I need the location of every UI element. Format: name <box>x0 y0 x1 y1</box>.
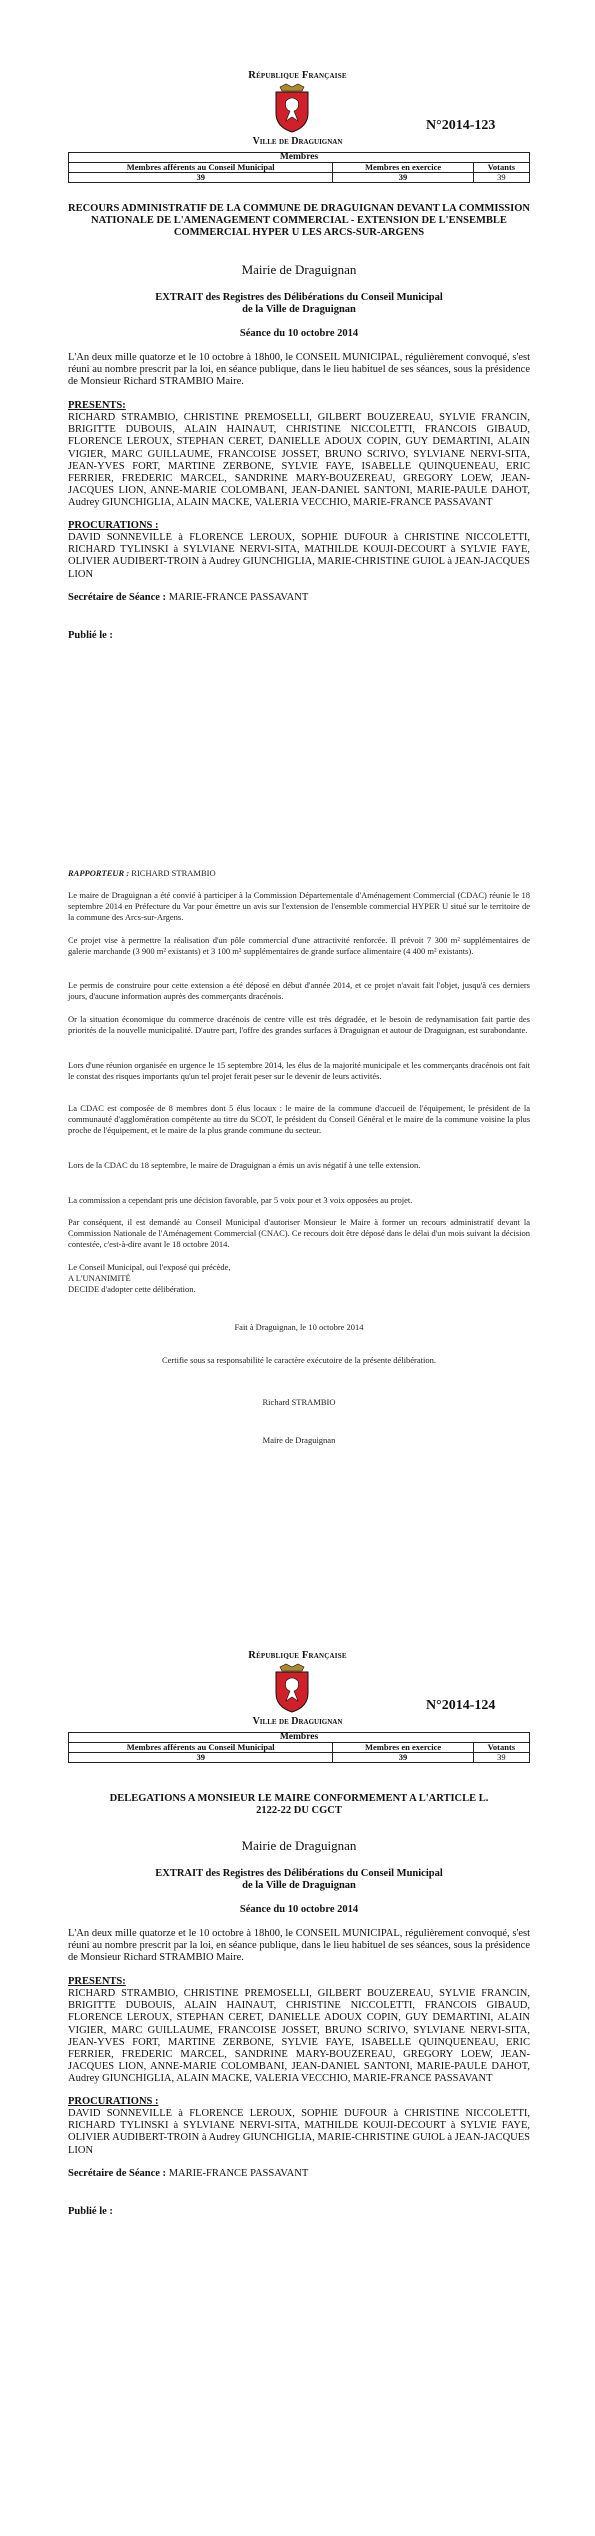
column-header: Membres en exercice <box>333 1743 473 1753</box>
decision-line: DECIDE d'adopter cette délibération. <box>68 1284 196 1294</box>
column-header: Votants <box>473 163 529 173</box>
extract-line: de la Ville de Draguignan <box>242 1880 356 1891</box>
extract-heading <box>68 1868 530 1892</box>
extract-line: de la Ville de Draguignan <box>242 304 356 315</box>
body-paragraph: Par conséquent, il est demandé au Conseil Municipal d'autoriser Monsieur le Maire à former un recours administratif devant la Commission Nationale de l'Aménagement Commercial (CNAC). Ce recours doit être déposé dans le délai d'un mois suivant la décision contestée, c'est-à-dire avant le 18 octobre 2014. <box>68 1217 530 1249</box>
body-paragraph: Le maire de Draguignan a été convié à participer à la Commission Départementale d'Aménagement Commercial (CDAC) réunie le 18 septembre 2014 en Préfecture du Var pour émettre un avis sur l'extension de l'ensemble commercial HYPER U situé sur le territoire de la commune des Arcs-sur-Argens. <box>68 890 530 922</box>
body-paragraph: La commission a cependant pris une décision favorable, par 5 voix pour et 3 voix opposées au projet. <box>68 1195 413 1205</box>
presents-list: RICHARD STRAMBIO, CHRISTINE PREMOSELLI, GILBERT BOUZEREAU, SYLVIE FRANCIN, BRIGITTE DUBOUIS, ALAIN HAINAUT, CHRISTINE NICCOLETTI, FRANCOIS GIBAUD, FLORENCE LEROUX, STEPHAN CERET, DANIELLE ADOUX COPIN, GUY DEMARTINI, ALAIN VIGIER, MARC GUILLAUME, FRANCOISE JOSSET, BRUNO SCRIVO, SYLVIANE NERVI-SITA, JEAN-YVES FORT, MARTINE ZERBONE, SYLVIE FAYE, ISABELLE QUINQUENEAU, ERIC FERRIER, FREDERIC MARCEL, SANDRINE MARY-BOUZEREAU, GREGORY LOEW, JEAN-JACQUES LION, ANNE-MARIE COLOMBANI, JEAN-DANIEL SANTONI, MARIE-PAULE DAHOT, Audrey GIUNCHIGLIA, ALAIN MACKE, VALERIA VECCHIO, MARIE-FRANCE PASSAVANT <box>68 412 530 509</box>
secretaire-label: Secrétaire de Séance : <box>68 2168 167 2179</box>
rapporteur-label: RAPPORTEUR : <box>68 868 130 878</box>
deliberation-title: DELEGATIONS A MONSIEUR LE MAIRE CONFORMEMENT A L'ARTICLE L. 2122-22 DU CGCT <box>109 1793 489 1816</box>
table-cell: 39 <box>69 173 333 183</box>
table-cell: 39 <box>333 1753 473 1763</box>
decision-line: Le Conseil Municipal, ouï l'exposé qui précède, <box>68 1262 231 1272</box>
intro-paragraph: L'An deux mille quatorze et le 10 octobre à 18h00, le CONSEIL MUNICIPAL, régulièrement convoqué, s'est réuni au nombre prescrit par la loi, en séance publique, dans le lieu habituel de ses séances, sous la présidence de Monsieur Richard STRAMBIO Maire. <box>68 352 530 388</box>
intro-paragraph: L'An deux mille quatorze et le 10 octobre à 18h00, le CONSEIL MUNICIPAL, régulièrement convoqué, s'est réuni au nombre prescrit par la loi, en séance publique, dans le lieu habituel de ses séances, sous la présidence de Monsieur Richard STRAMBIO Maire. <box>68 1928 530 1964</box>
table-cell: 39 <box>473 173 529 183</box>
table-cell: 39 <box>69 1753 333 1763</box>
presents-label: PRESENTS: <box>68 1976 126 1987</box>
deliberation-title: RECOURS ADMINISTRATIF DE LA COMMUNE DE DRAGUIGNAN DEVANT LA COMMISSION NATIONALE DE L'AMENAGEMENT COMMERCIAL - EXTENSION DE L'ENSEMBLE COMMERCIAL HYPER U LES ARCS-SUR-ARGENS <box>68 203 530 238</box>
coat-of-arms-icon <box>272 83 312 133</box>
body-paragraph: Le permis de construire pour cette extension a été déposé en début d'année 2014, et ce projet n'avait fait l'objet, jusqu'à ces derniers jours, d'aucune information auprès des commerçants dracénois. <box>68 980 530 1001</box>
publie-line <box>68 2206 530 2218</box>
column-header: Membres afférents au Conseil Municipal <box>69 163 333 173</box>
procurations-label: PROCURATIONS : <box>68 520 159 531</box>
presents-label: PRESENTS: <box>68 400 126 411</box>
rapporteur-name: RICHARD STRAMBIO <box>131 868 216 878</box>
secretaire-name: MARIE-FRANCE PASSAVANT <box>168 2168 309 2179</box>
column-header: Votants <box>473 1743 529 1753</box>
extract-line: EXTRAIT des Registres des Délibérations du Conseil Municipal <box>155 1868 443 1879</box>
extract-line: EXTRAIT des Registres des Délibérations du Conseil Municipal <box>155 292 443 303</box>
body-paragraph: Ce projet vise à permettre la réalisation d'un pôle commercial d'une attractivité renforcée. Il prévoit 7 300 m² supplémentaires de galerie marchande (3 900 m² existants) et 3 100 m² supplémentaires de grande surface alimentaire (4 400 m² existants). <box>68 935 530 956</box>
publie-label: Publié le : <box>68 630 113 641</box>
members-table <box>68 1732 530 1763</box>
republic-heading: République Française <box>248 1650 347 1661</box>
ville-heading: Ville de Draguignan <box>252 136 343 147</box>
body-paragraph: Or la situation économique du commerce dracénois de centre ville est très dégradée, et le besoin de redynamisation fait partie des priorités de la nouvelle municipalité. D'autre part, l'offre des grandes surfaces à Draguignan et autour de Draguignan, est surabondante. <box>68 1014 530 1035</box>
body-paragraph: La CDAC est composée de 8 membres dont 5 élus locaux : le maire de la commune d'accueil de l'équipement, le président de la communauté d'agglomération compétente au titre du SCOT, le président du Conseil Général et le maire de la commune voisine la plus proche de l'équipement, et le maire de la plus grande commune du secteur. <box>68 1103 530 1135</box>
signer-title: Maire de Draguignan <box>262 1435 336 1445</box>
publie-line <box>68 630 530 642</box>
secretaire-line <box>68 592 530 604</box>
rapporteur-line <box>68 868 530 879</box>
table-cell: 39 <box>473 1753 529 1763</box>
extract-heading <box>68 292 530 316</box>
signer-name: Richard STRAMBIO <box>262 1397 336 1407</box>
certifie-line: Certifie sous sa responsabilité le caractère exécutoire de la présente délibération. <box>161 1355 436 1365</box>
mairie-heading: Mairie de Draguignan <box>241 262 357 277</box>
procurations-list: DAVID SONNEVILLE à FLORENCE LEROUX, SOPHIE DUFOUR à CHRISTINE NICCOLETTI, RICHARD TYLINSKI à SYLVIANE NERVI-SITA, MATHILDE KOUJI-DECOURT à SYLVIE FAYE, OLIVIER AUDIBERT-TROIN à Audrey GIUNCHIGLIA, MARIE-CHRISTINE GUIOL à JEAN-JACQUES LION <box>68 532 530 580</box>
secretaire-name: MARIE-FRANCE PASSAVANT <box>168 592 309 603</box>
seance-date: Séance du 10 octobre 2014 <box>239 1904 359 1915</box>
publie-label: Publié le : <box>68 2206 113 2217</box>
mairie-heading: Mairie de Draguignan <box>241 1838 357 1853</box>
decision-line: A L'UNANIMITÉ <box>68 1273 131 1283</box>
decision-block <box>68 1262 530 1295</box>
secretaire-label: Secrétaire de Séance : <box>68 592 167 603</box>
body-paragraph: Lors d'une réunion organisée en urgence le 15 septembre 2014, les élus de la majorité municipale et les commerçants dracénois ont fait le constat des risques importants qu'un tel projet ferait peser sur le devenir de leurs activités. <box>68 1060 530 1081</box>
ville-heading: Ville de Draguignan <box>252 1716 343 1727</box>
secretaire-line <box>68 2168 530 2180</box>
coat-of-arms-icon <box>272 1663 312 1713</box>
seance-date: Séance du 10 octobre 2014 <box>239 328 359 339</box>
fait-line: Fait à Draguignan, le 10 octobre 2014 <box>234 1322 364 1332</box>
column-header: Membres en exercice <box>333 163 473 173</box>
body-paragraph: Lors de la CDAC du 18 septembre, le maire de Draguignan a émis un avis négatif à une telle extension. <box>68 1160 421 1170</box>
deliberation-number: N°2014-123 <box>426 118 496 133</box>
column-header: Membres afférents au Conseil Municipal <box>69 1743 333 1753</box>
presents-list: RICHARD STRAMBIO, CHRISTINE PREMOSELLI, GILBERT BOUZEREAU, SYLVIE FRANCIN, BRIGITTE DUBOUIS, ALAIN HAINAUT, CHRISTINE NICCOLETTI, FRANCOIS GIBAUD, FLORENCE LEROUX, STEPHAN CERET, DANIELLE ADOUX COPIN, GUY DEMARTINI, ALAIN VIGIER, MARC GUILLAUME, FRANCOISE JOSSET, BRUNO SCRIVO, SYLVIANE NERVI-SITA, JEAN-YVES FORT, MARTINE ZERBONE, SYLVIE FAYE, ISABELLE QUINQUENEAU, ERIC FERRIER, FREDERIC MARCEL, SANDRINE MARY-BOUZEREAU, GREGORY LOEW, JEAN-JACQUES LION, ANNE-MARIE COLOMBANI, JEAN-DANIEL SANTONI, MARIE-PAULE DAHOT, Audrey GIUNCHIGLIA, ALAIN MACKE, VALERIA VECCHIO, MARIE-FRANCE PASSAVANT <box>68 1988 530 2085</box>
republic-heading: République Française <box>248 70 347 81</box>
members-header: Membres <box>69 1733 530 1743</box>
members-header: Membres <box>69 153 530 163</box>
deliberation-number: N°2014-124 <box>426 1698 496 1713</box>
procurations-list: DAVID SONNEVILLE à FLORENCE LEROUX, SOPHIE DUFOUR à CHRISTINE NICCOLETTI, RICHARD TYLINSKI à SYLVIANE NERVI-SITA, MATHILDE KOUJI-DECOURT à SYLVIE FAYE, OLIVIER AUDIBERT-TROIN à Audrey GIUNCHIGLIA, MARIE-CHRISTINE GUIOL à JEAN-JACQUES LION <box>68 2108 530 2156</box>
members-table <box>68 152 530 183</box>
procurations-label: PROCURATIONS : <box>68 2096 159 2107</box>
table-cell: 39 <box>333 173 473 183</box>
